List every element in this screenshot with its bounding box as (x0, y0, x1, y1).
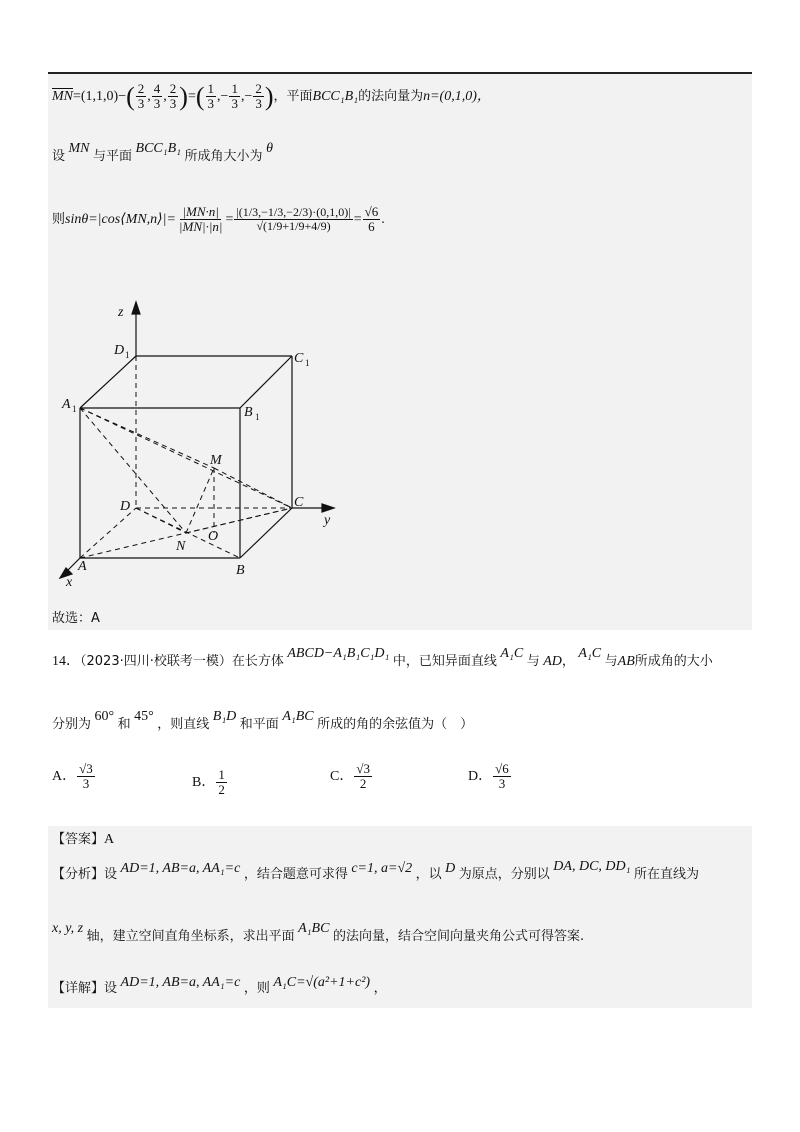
option-c[interactable]: C． $\frac{√3}{2}$ (330, 761, 370, 792)
label-c: C (294, 495, 304, 510)
label-c1: C (294, 351, 304, 366)
option-d[interactable]: D． $\frac{√6}{3}$ (468, 761, 509, 792)
cuboid-figure (56, 296, 356, 596)
label-d1: D (114, 343, 125, 358)
option-a[interactable]: A． $\frac{√3}{3}$ (52, 761, 93, 792)
label-o: O (208, 529, 219, 544)
label-x: x (66, 575, 73, 590)
answer-choice-line: 故选：A (52, 611, 100, 626)
label-n: N (176, 539, 186, 554)
angle-definition-line: 设 MN 与平面 BCC₁B₁ 所成角大小为 θ (52, 141, 273, 164)
vector-mn: $\overline{MN}$ (52, 89, 73, 105)
label-b1: B (244, 405, 253, 420)
vector-mn-line: $\overline{MN}=(1,1,0)-$( $\frac{2}{3}$ , $\frac{4}{3}$ , $\frac{2}{3}$ )=( $\frac{1}{3}$ ,− $\frac{1}{3}$ ,− $\frac{2}{3}$ )，平面BCC₁B₁的法向量为n=(0,1,0)， (52, 81, 491, 112)
label-y: y (324, 513, 331, 528)
svg-text:1: 1 (72, 404, 77, 414)
question-14-line1: 14．（2023·四川·校联考一模）在长方体 ABCD−A₁B₁C₁D₁ 中，已知异面直线 A₁C 与 AD， A₁C 与AB所成角的大小 (52, 646, 713, 669)
question-14-line2: 分别为 60° 和 45° ，则直线 B₁D 和平面 A₁BC 所成的角的余弦值为（ ） (52, 709, 474, 732)
label-d: D (120, 499, 131, 514)
analysis-line1: 【分析】设 AD=1, AB=a, AA₁=c ，结合题意可求得 c=1, a=√2 ，以 D 为原点，分别以 DA, DC, DD₁ 所在直线为 (52, 859, 700, 882)
label-a: A (78, 559, 87, 574)
label-m: M (210, 453, 222, 468)
option-b[interactable]: B． $\frac{1}{2}$ (192, 767, 225, 798)
label-b: B (236, 563, 245, 578)
label-a1: A (62, 397, 71, 412)
sine-formula-line: 则sinθ=|cos⟨MN,n⟩|= $\frac{|MN\cdot n|}{|MN|\cdot|n|}$ = $\frac{|(1/3,-1/3,-2/3)\cdot(0,1,0)|}{√(1/9+1/9+4/9)}$ = $\frac{√6}{6}$ . (52, 204, 385, 235)
svg-text:1: 1 (255, 412, 260, 422)
detail-line: 【详解】设 AD=1, AB=a, AA₁=c ，则 A₁C=√(a²+1+c²) ， (52, 975, 387, 996)
svg-text:1: 1 (305, 358, 310, 368)
answer-line: 【答案】A (52, 832, 115, 847)
label-z: z (118, 305, 124, 320)
svg-text:1: 1 (125, 350, 130, 360)
analysis-line2: x, y, z 轴，建立空间直角坐标系，求出平面 A₁BC 的法向量，结合空间向量夹角公式可得答案. (52, 921, 585, 944)
